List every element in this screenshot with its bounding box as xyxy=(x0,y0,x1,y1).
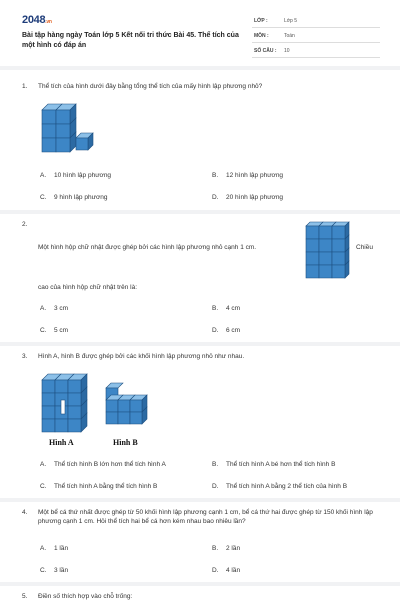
figure-rectangular-box xyxy=(306,222,354,280)
cube-face xyxy=(68,393,81,406)
cube-face xyxy=(106,400,118,412)
logo-text: 2048 xyxy=(22,14,46,26)
meta-row-grade xyxy=(252,14,380,28)
figure-cube-stack xyxy=(42,100,102,160)
cube-face xyxy=(42,393,55,406)
question-text: Chiều xyxy=(356,244,373,251)
cube-face xyxy=(319,226,332,239)
question-number: 1. xyxy=(22,83,28,90)
cube-face xyxy=(55,419,68,432)
shape-hole xyxy=(61,400,65,414)
cube-face xyxy=(306,226,319,239)
question-number: 5. xyxy=(22,593,28,600)
meta-label: SỐ CÂU : xyxy=(254,48,277,54)
option-text: 3 lần xyxy=(54,567,69,574)
question-text: Thể tích của hình dưới đây bằng tổng thể tích của mấy hình lập phương nhỏ? xyxy=(38,83,263,90)
question-number: 4. xyxy=(22,509,28,516)
option-text: 4 lần xyxy=(226,567,241,574)
question-number: 3. xyxy=(22,353,28,360)
cube-face xyxy=(56,124,70,138)
option-letter: B. xyxy=(212,461,219,468)
question-number: 2. xyxy=(22,221,28,228)
cube-face xyxy=(106,412,118,424)
question-text: cao của hình hộp chữ nhật trên là: xyxy=(38,284,138,291)
question-text: Một bể cá thứ nhất được ghép từ 50 khối hình lập phương cạnh 1 cm, bể cá thứ hai được ghép từ 150 khối hình lập phương cạnh 1 cm. Hỏi thể tích hai bể cá hơn kém nhau bao nhiêu lần? xyxy=(38,509,373,525)
cube-face xyxy=(42,138,56,152)
site-logo[interactable] xyxy=(22,14,52,26)
option-text: Thể tích hình A bằng thể tích hình B xyxy=(54,483,158,490)
logo-suffix: .vn xyxy=(45,19,52,25)
cube-face xyxy=(68,380,81,393)
option-letter: C. xyxy=(40,567,47,574)
option-letter: A. xyxy=(40,305,47,312)
cube-face xyxy=(332,226,345,239)
meta-value: 10 xyxy=(284,48,290,54)
option-letter: A. xyxy=(40,172,47,179)
cube-face xyxy=(42,380,55,393)
option-text: Thể tích hình A bằng 2 thể tích của hình B xyxy=(226,483,348,490)
cube-face xyxy=(332,265,345,278)
cube-face xyxy=(130,412,142,424)
question-2-text-after xyxy=(356,243,373,252)
cube-face xyxy=(42,419,55,432)
option-letter: A. xyxy=(40,461,47,468)
figure-shape-b xyxy=(106,382,156,436)
cube-face xyxy=(319,252,332,265)
question-2-text-cont xyxy=(38,283,137,292)
cube-face xyxy=(56,110,70,124)
cube-face xyxy=(118,400,130,412)
cube-face xyxy=(332,252,345,265)
option-text: 20 hình lập phương xyxy=(226,194,284,201)
option-letter: B. xyxy=(212,305,219,312)
section-divider xyxy=(0,498,400,502)
cube-face xyxy=(106,383,123,388)
section-divider xyxy=(0,210,400,214)
caption-shape-a: Hình A xyxy=(49,438,74,447)
option-letter: C. xyxy=(40,327,47,334)
option-text: 10 hình lập phương xyxy=(54,172,112,179)
section-divider xyxy=(0,66,400,70)
option-text: 5 cm xyxy=(54,327,69,334)
cube-face xyxy=(306,265,319,278)
section-divider xyxy=(0,342,400,346)
section-divider xyxy=(0,582,400,586)
meta-value: Lớp 5 xyxy=(284,18,298,24)
question-text: Điền số thích hợp vào chỗ trống: xyxy=(38,593,133,600)
cube-face xyxy=(68,419,81,432)
meta-row-count xyxy=(252,44,380,58)
meta-label: MÔN : xyxy=(254,33,269,39)
cube-face xyxy=(118,412,130,424)
caption-shape-b: Hình B xyxy=(113,438,138,447)
option-letter: A. xyxy=(40,545,47,552)
cube-face xyxy=(42,110,56,124)
page-title: Bài tập hàng ngày Toán lớp 5 Kết nối tri thức Bài 45. Thể tích của một hình có đáp án xyxy=(22,32,239,49)
option-letter: B. xyxy=(212,172,219,179)
option-text: 3 cm xyxy=(54,305,69,312)
meta-value: Toán xyxy=(284,33,295,39)
option-letter: D. xyxy=(212,327,219,334)
question-text: Hình A, hình B được ghép bởi các khối hình lập phương nhỏ như nhau. xyxy=(38,353,245,360)
cube-face xyxy=(42,406,55,419)
question-text: Một hình hộp chữ nhật được ghép bởi các hình lập phương nhỏ cạnh 1 cm. xyxy=(38,244,257,251)
cube-face xyxy=(56,138,70,152)
cube-face xyxy=(55,380,68,393)
option-text: 1 lần xyxy=(54,545,69,552)
cube-face xyxy=(306,239,319,252)
option-letter: D. xyxy=(212,567,219,574)
option-letter: D. xyxy=(212,483,219,490)
option-letter: D. xyxy=(212,194,219,201)
option-text: 9 hình lập phương xyxy=(54,194,108,201)
option-text: 4 cm xyxy=(226,305,241,312)
cube-face xyxy=(76,138,88,150)
option-text: 2 lần xyxy=(226,545,241,552)
figure-shape-a xyxy=(42,372,97,436)
option-letter: C. xyxy=(40,194,47,201)
option-text: 6 cm xyxy=(226,327,241,334)
cube-face xyxy=(42,124,56,138)
option-text: 12 hình lập phương xyxy=(226,172,284,179)
cube-face xyxy=(68,406,81,419)
option-text: Thể tích hình A bé hơn thể tích hình B xyxy=(226,461,336,468)
page-header xyxy=(0,0,400,62)
option-text: Thể tích hình B lớn hơn thể tích hình A xyxy=(54,461,166,468)
cube-face xyxy=(130,400,142,412)
cube-face xyxy=(319,265,332,278)
cube-face xyxy=(319,239,332,252)
meta-label: LỚP : xyxy=(254,18,268,24)
option-letter: C. xyxy=(40,483,47,490)
cube-face xyxy=(306,252,319,265)
option-letter: B. xyxy=(212,545,219,552)
meta-row-subject xyxy=(252,29,380,43)
question-2-text xyxy=(38,243,256,252)
cube-face xyxy=(332,239,345,252)
